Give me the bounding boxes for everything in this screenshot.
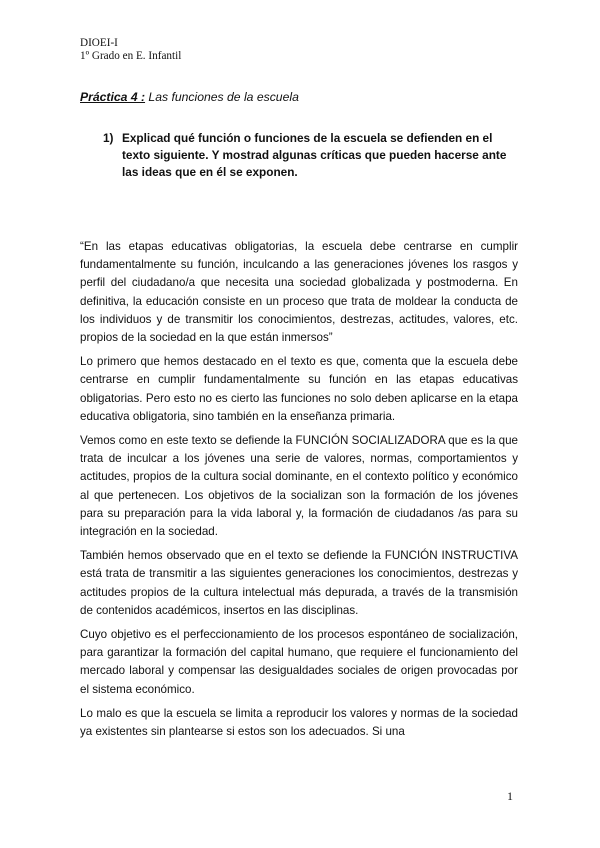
header-degree: 1º Grado en E. Infantil	[80, 50, 182, 62]
quoted-paragraph: “En las etapas educativas obligatorias, la escuela debe centrarse en cumplir fundamentalmente su función, inculcando a las generaciones jóvenes los rasgos y perfil del ciudadano/a que necesita una sociedad globalizada y postmoderna. En definitiva, la educación consiste en un proceso que trata de moldear la conducta de los individuos y de transmitir los conocimientos, destrezas, actitudes, valores, etc. propios de la sociedad en la que están inmersos”	[80, 240, 518, 345]
body-paragraph: Lo malo es que la escuela se limita a reproducir los valores y normas de la sociedad ya existentes sin plantearse si estos son los adecuados. Si una	[80, 706, 518, 739]
header-course-code: DIOEI-I	[80, 37, 118, 49]
question-text: Explicad qué función o funciones de la escuela se defienden en el texto siguiente. Y mostrad algunas críticas que pueden hacerse ante las ideas que en él se exponen.	[122, 131, 507, 179]
practice-title	[80, 90, 299, 104]
body-paragraph: También hemos observado que en el texto se defiende la FUNCIÓN INSTRUCTIVA está trata de transmitir a las siguientes generaciones los conocimientos, destrezas y actitudes propios de la cultura intelectual más depurada, a través de la transmisión de contenidos académicos, insertos en las disciplinas.	[80, 549, 518, 617]
body-paragraph: Cuyo objetivo es el perfeccionamiento de los procesos espontáneo de socialización, para garantizar la formación del capital humano, que requiere el funcionamiento del mercado laboral y compensar las desigualdades sociales de origen provocadas por el sistema económico.	[80, 628, 518, 696]
document-header	[80, 37, 181, 63]
page-number: 1	[507, 789, 513, 803]
body-paragraph: Lo primero que hemos destacado en el texto es que, comenta que la escuela debe centrarse en cumplir fundamentalmente su función en las etapas educativas obligatorias. Pero esto no es cierto las funciones no solo deben aplicarse en la etapa educativa obligatoria, sino también en la enseñanza primaria.	[80, 355, 518, 423]
document-body	[80, 238, 518, 747]
practice-label: Práctica 4 :	[80, 90, 146, 104]
practice-topic: Las funciones de la escuela	[145, 90, 299, 104]
body-paragraph: Vemos como en este texto se defiende la FUNCIÓN SOCIALIZADORA que es la que trata de inculcar a los jóvenes una serie de valores, normas, comportamientos y actitudes, propios de la cultura social dominante, en el contexto político y económico al que pertenecen. Los objetivos de la socializan son la formación de los jóvenes para su preparación para la vida laboral y, la formación de ciudadanos /as para su integración en la sociedad.	[80, 434, 518, 539]
question-number: 1)	[103, 131, 114, 145]
